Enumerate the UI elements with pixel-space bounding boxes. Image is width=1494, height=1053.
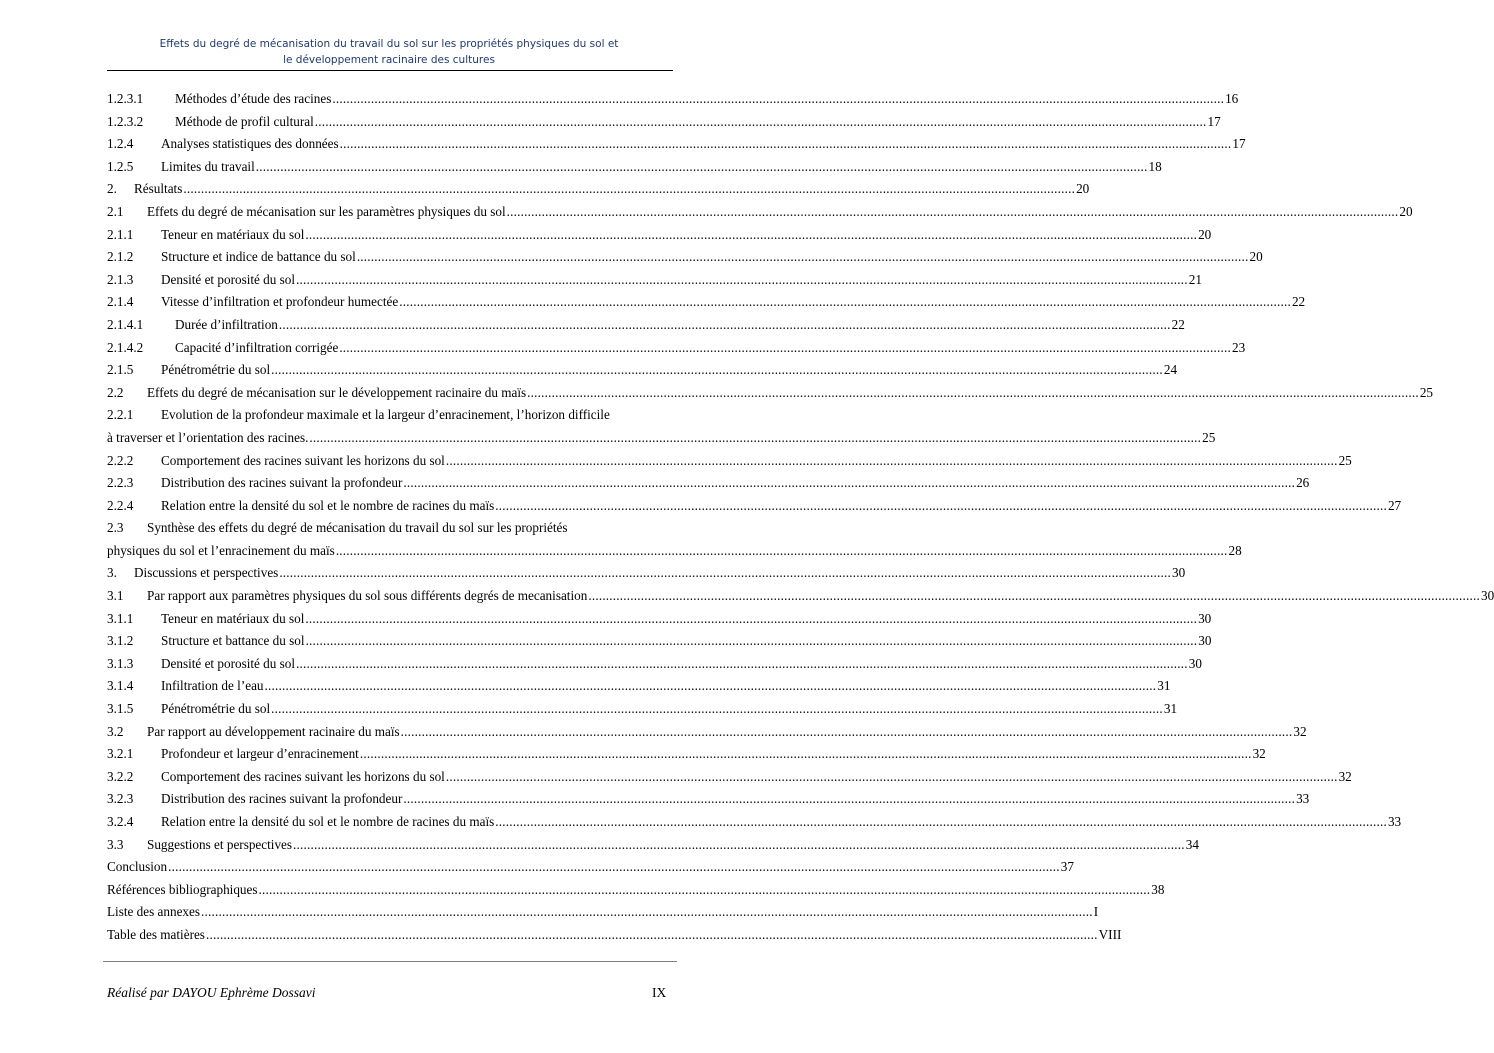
toc-entry-title: Conclusion [107, 859, 168, 875]
toc-entry-page: 30 [1481, 588, 1494, 604]
toc-entry-title-continued: physiques du sol et l’enracinement du maïs [107, 542, 335, 558]
toc-entry-title: Effets du degré de mécanisation sur les paramètres physiques du sol [147, 203, 506, 219]
toc-entry-title: Synthèse des effets du degré de mécanisation du travail du sol sur les propriétés [147, 520, 568, 536]
toc-entry-title: Limites du travail [161, 158, 255, 174]
toc-entry-number: 2.2 [107, 384, 124, 400]
toc-entry-page: 22 [1291, 294, 1306, 310]
toc-dot-leader [360, 746, 1252, 762]
running-header [105, 36, 673, 68]
toc-entry-page: 25 [1419, 384, 1434, 400]
toc-dot-leader [403, 475, 1295, 491]
toc-entry-number: 3.1.2 [107, 633, 134, 649]
toc-entry-page: 20 [1249, 249, 1263, 265]
toc-dot-leader [446, 453, 1338, 469]
toc-entry[interactable] [107, 881, 1165, 905]
toc-entry-page: 30 [1198, 633, 1212, 649]
toc-entry-title: Pénétrométrie du sol [161, 701, 271, 717]
toc-entry[interactable] [107, 926, 1122, 950]
toc-entry-title: Infiltration de l’eau [161, 678, 264, 694]
toc-entry[interactable] [107, 701, 1178, 724]
header-line-2: le développement racinaire des cultures [283, 54, 495, 66]
toc-entry-number: 3.1.4 [107, 678, 134, 694]
toc-entry-title: Capacité d’infiltration corrigée [175, 339, 339, 355]
toc-entry-page: 24 [1163, 362, 1178, 378]
toc-entry-number: 3.2.3 [107, 791, 134, 807]
toc-dot-leader [305, 227, 1197, 243]
toc-dot-leader [296, 272, 1188, 288]
toc-entry-page: 21 [1188, 271, 1202, 287]
table-of-contents [107, 91, 1494, 950]
toc-entry-title: Résultats [134, 181, 183, 197]
toc-dot-leader [357, 249, 1249, 265]
toc-entry-title: Comportement des racines suivant les horizons du sol [161, 452, 445, 468]
toc-entry[interactable] [107, 791, 1310, 814]
toc-entry[interactable] [107, 746, 1266, 769]
toc-entry-page: 18 [1148, 158, 1162, 174]
toc-entry-number: 3.3 [107, 836, 124, 852]
toc-entry[interactable] [107, 520, 683, 543]
toc-entry-page: 34 [1185, 836, 1199, 852]
toc-entry-title: Densité et porosité du sol [161, 271, 296, 287]
toc-dot-leader [168, 859, 1060, 875]
toc-entry-continuation[interactable] [107, 429, 1216, 453]
toc-entry-page: 23 [1232, 339, 1246, 355]
toc-entry[interactable] [107, 249, 1263, 272]
toc-entry[interactable] [107, 113, 1221, 137]
toc-entry-title-continued: à traverser et l’orientation des racines. [107, 429, 309, 445]
toc-entry-page: 22 [1171, 316, 1185, 332]
toc-dot-leader [296, 656, 1188, 672]
toc-entry-title: Liste des annexes [107, 904, 201, 920]
toc-entry-page: 27 [1387, 497, 1402, 513]
toc-entry-page: 30 [1198, 610, 1212, 626]
toc-entry-page: 32 [1252, 746, 1266, 762]
toc-entry[interactable] [107, 565, 1186, 588]
footer-divider [103, 961, 677, 962]
toc-entry-title: Evolution de la profondeur maximale et la largeur d’enracinement, l’horizon difficile [161, 407, 610, 423]
toc-entry-title: Méthode de profil cultural [175, 113, 314, 129]
toc-entry[interactable] [107, 814, 1402, 837]
toc-entry[interactable] [107, 475, 1310, 498]
toc-entry[interactable] [107, 316, 1185, 340]
toc-entry-number: 2.1 [107, 203, 124, 219]
toc-entry[interactable] [107, 271, 1202, 295]
toc-entry-page: 30 [1188, 655, 1202, 671]
toc-entry-title: Structure et indice de battance du sol [161, 249, 356, 265]
toc-dot-leader [588, 588, 1480, 604]
toc-entry[interactable] [107, 136, 1246, 159]
toc-entry-title: Relation entre la densité du sol et le nombre de racines du maïs [161, 814, 495, 829]
toc-entry-page: 25 [1338, 452, 1352, 468]
toc-entry-title: Discussions et perspectives [134, 565, 279, 581]
toc-dot-leader [201, 904, 1093, 920]
toc-dot-leader [339, 340, 1231, 356]
toc-entry-title: Effets du degré de mécanisation sur le développement racinaire du maïs [147, 384, 527, 400]
footer-page-number: IX [652, 985, 667, 1000]
toc-dot-leader [309, 430, 1201, 446]
toc-entry-number: 3.1 [107, 588, 124, 604]
footer-author: Réalisé par DAYOU Ephrème Dossavi [107, 985, 316, 1000]
toc-entry-page: 31 [1157, 678, 1171, 694]
toc-entry[interactable] [107, 836, 1199, 860]
toc-dot-leader [332, 91, 1224, 107]
toc-entry[interactable] [107, 723, 1307, 747]
toc-entry-title: Méthodes d’étude des racines [175, 91, 332, 106]
toc-entry-number: 3.2.4 [107, 814, 134, 829]
toc-entry-number: 1.2.4 [107, 136, 134, 152]
toc-entry-title: Teneur en matériaux du sol [161, 226, 305, 242]
toc-entry[interactable] [107, 407, 683, 430]
toc-entry-page: I [1093, 904, 1099, 920]
toc-dot-leader [495, 498, 1387, 514]
toc-entry[interactable] [107, 655, 1202, 679]
toc-entry-title: Table des matières [107, 926, 205, 942]
toc-entry-page: 38 [1151, 881, 1165, 897]
toc-dot-leader [259, 882, 1151, 898]
toc-entry-title: Distribution des racines suivant la profondeur [161, 791, 403, 807]
toc-entry-page: 20 [1399, 203, 1413, 219]
toc-entry[interactable] [107, 452, 1352, 476]
toc-dot-leader [256, 159, 1148, 175]
toc-entry-page: 30 [1172, 565, 1186, 581]
toc-entry-page: 17 [1232, 136, 1246, 152]
toc-entry-title: Par rapport au développement racinaire du maïs [147, 723, 400, 739]
toc-entry-number: 1.2.3.1 [107, 91, 144, 106]
toc-entry-number: 2.2.2 [107, 452, 134, 468]
toc-entry-title: Durée d’infiltration [175, 316, 278, 332]
toc-entry-title: Vitesse d’infiltration et profondeur humectée [161, 294, 399, 310]
toc-dot-leader [527, 385, 1419, 401]
toc-entry-number: 3.2.1 [107, 746, 134, 762]
toc-dot-leader [306, 633, 1198, 649]
toc-dot-leader [279, 317, 1171, 333]
toc-entry-number: 2.1.1 [107, 226, 134, 242]
toc-entry-number: 3.2 [107, 723, 124, 739]
toc-entry[interactable] [107, 181, 1090, 204]
toc-entry-number: 2.1.3 [107, 271, 134, 287]
toc-entry-page: 20 [1198, 226, 1212, 242]
toc-entry-page: 31 [1163, 701, 1178, 717]
toc-entry-number: 2. [107, 181, 117, 197]
toc-entry[interactable] [107, 497, 1402, 521]
toc-entry[interactable] [107, 203, 1413, 227]
toc-entry-page: 17 [1207, 113, 1221, 129]
toc-dot-leader [446, 769, 1338, 785]
toc-entry[interactable] [107, 904, 1099, 927]
toc-entry-number: 2.1.5 [107, 362, 134, 378]
toc-entry-title: Relation entre la densité du sol et le nombre de racines du maïs [161, 497, 495, 513]
toc-dot-leader [495, 814, 1387, 830]
toc-entry[interactable] [107, 633, 1212, 656]
toc-entry[interactable] [107, 339, 1246, 363]
toc-entry-page: 20 [1076, 181, 1090, 197]
toc-entry-number: 2.1.2 [107, 249, 134, 265]
toc-entry-title: Comportement des racines suivant les horizons du sol [161, 768, 445, 784]
toc-entry-number: 3.1.1 [107, 610, 134, 626]
toc-entry-number: 1.2.3.2 [107, 113, 144, 129]
toc-dot-leader [403, 791, 1295, 807]
toc-dot-leader [399, 294, 1291, 310]
toc-entry-title: Pénétrométrie du sol [161, 362, 271, 378]
toc-entry-page: 32 [1338, 768, 1352, 784]
toc-entry-page: 32 [1293, 723, 1307, 739]
toc-entry-number: 2.1.4.1 [107, 316, 144, 332]
toc-entry-number: 3. [107, 565, 117, 581]
toc-entry-title: Analyses statistiques des données [161, 136, 339, 152]
toc-entry-page: 26 [1296, 475, 1310, 491]
toc-dot-leader [206, 927, 1098, 943]
toc-entry[interactable] [107, 859, 1074, 882]
toc-entry-number: 2.2.1 [107, 407, 134, 423]
toc-entry-number: 2.2.3 [107, 475, 134, 491]
toc-entry-title: Profondeur et largeur d’enracinement [161, 746, 359, 762]
toc-dot-leader [271, 701, 1163, 717]
toc-dot-leader [265, 678, 1157, 694]
header-line-1: Effets du degré de mécanisation du travail du sol sur les propriétés physiques du sol et [159, 38, 619, 50]
toc-entry-page: 33 [1296, 791, 1310, 807]
toc-entry-title: Références bibliographiques [107, 881, 258, 897]
toc-entry-number: 1.2.5 [107, 158, 134, 174]
toc-entry[interactable] [107, 768, 1352, 792]
header-divider [107, 70, 673, 71]
toc-dot-leader [271, 362, 1163, 378]
toc-dot-leader [279, 565, 1171, 581]
toc-entry-title: Suggestions et perspectives [147, 836, 293, 852]
toc-entry-number: 2.1.4 [107, 294, 134, 310]
toc-entry-title: Densité et porosité du sol [161, 655, 296, 671]
toc-entry-page: 33 [1387, 814, 1402, 829]
toc-entry[interactable] [107, 384, 1434, 408]
toc-dot-leader [183, 181, 1075, 197]
toc-entry-title: Teneur en matériaux du sol [161, 610, 305, 626]
toc-entry-number: 2.2.4 [107, 497, 134, 513]
toc-dot-leader [336, 543, 1228, 559]
toc-entry-page: 37 [1060, 859, 1074, 875]
toc-entry-number: 3.2.2 [107, 768, 134, 784]
toc-entry[interactable] [107, 226, 1212, 250]
toc-entry[interactable] [107, 294, 1306, 317]
toc-entry-title: Distribution des racines suivant la profondeur [161, 475, 403, 491]
toc-entry-title: Par rapport aux paramètres physiques du sol sous différents degrés de mecanisation [147, 588, 588, 604]
toc-entry-number: 3.1.3 [107, 655, 134, 671]
toc-entry[interactable] [107, 588, 1494, 611]
toc-entry-number: 2.1.4.2 [107, 339, 144, 355]
toc-dot-leader [293, 837, 1185, 853]
toc-entry[interactable] [107, 610, 1212, 634]
toc-entry-continuation[interactable] [107, 542, 1242, 566]
toc-entry[interactable] [107, 158, 1162, 182]
toc-dot-leader [340, 136, 1232, 152]
toc-dot-leader [305, 611, 1197, 627]
toc-entry-page: 28 [1228, 542, 1242, 558]
toc-entry[interactable] [107, 362, 1178, 385]
toc-entry-page: VIII [1098, 926, 1122, 942]
toc-entry[interactable] [107, 91, 1239, 114]
toc-entry-number: 2.3 [107, 520, 124, 536]
toc-entry-title: Structure et battance du sol [161, 633, 305, 649]
toc-entry-page: 25 [1202, 429, 1216, 445]
toc-entry-page: 16 [1225, 91, 1239, 106]
toc-dot-leader [315, 114, 1207, 130]
toc-dot-leader [507, 204, 1399, 220]
toc-entry-number: 3.1.5 [107, 701, 134, 717]
toc-dot-leader [401, 724, 1293, 740]
toc-entry[interactable] [107, 678, 1171, 701]
